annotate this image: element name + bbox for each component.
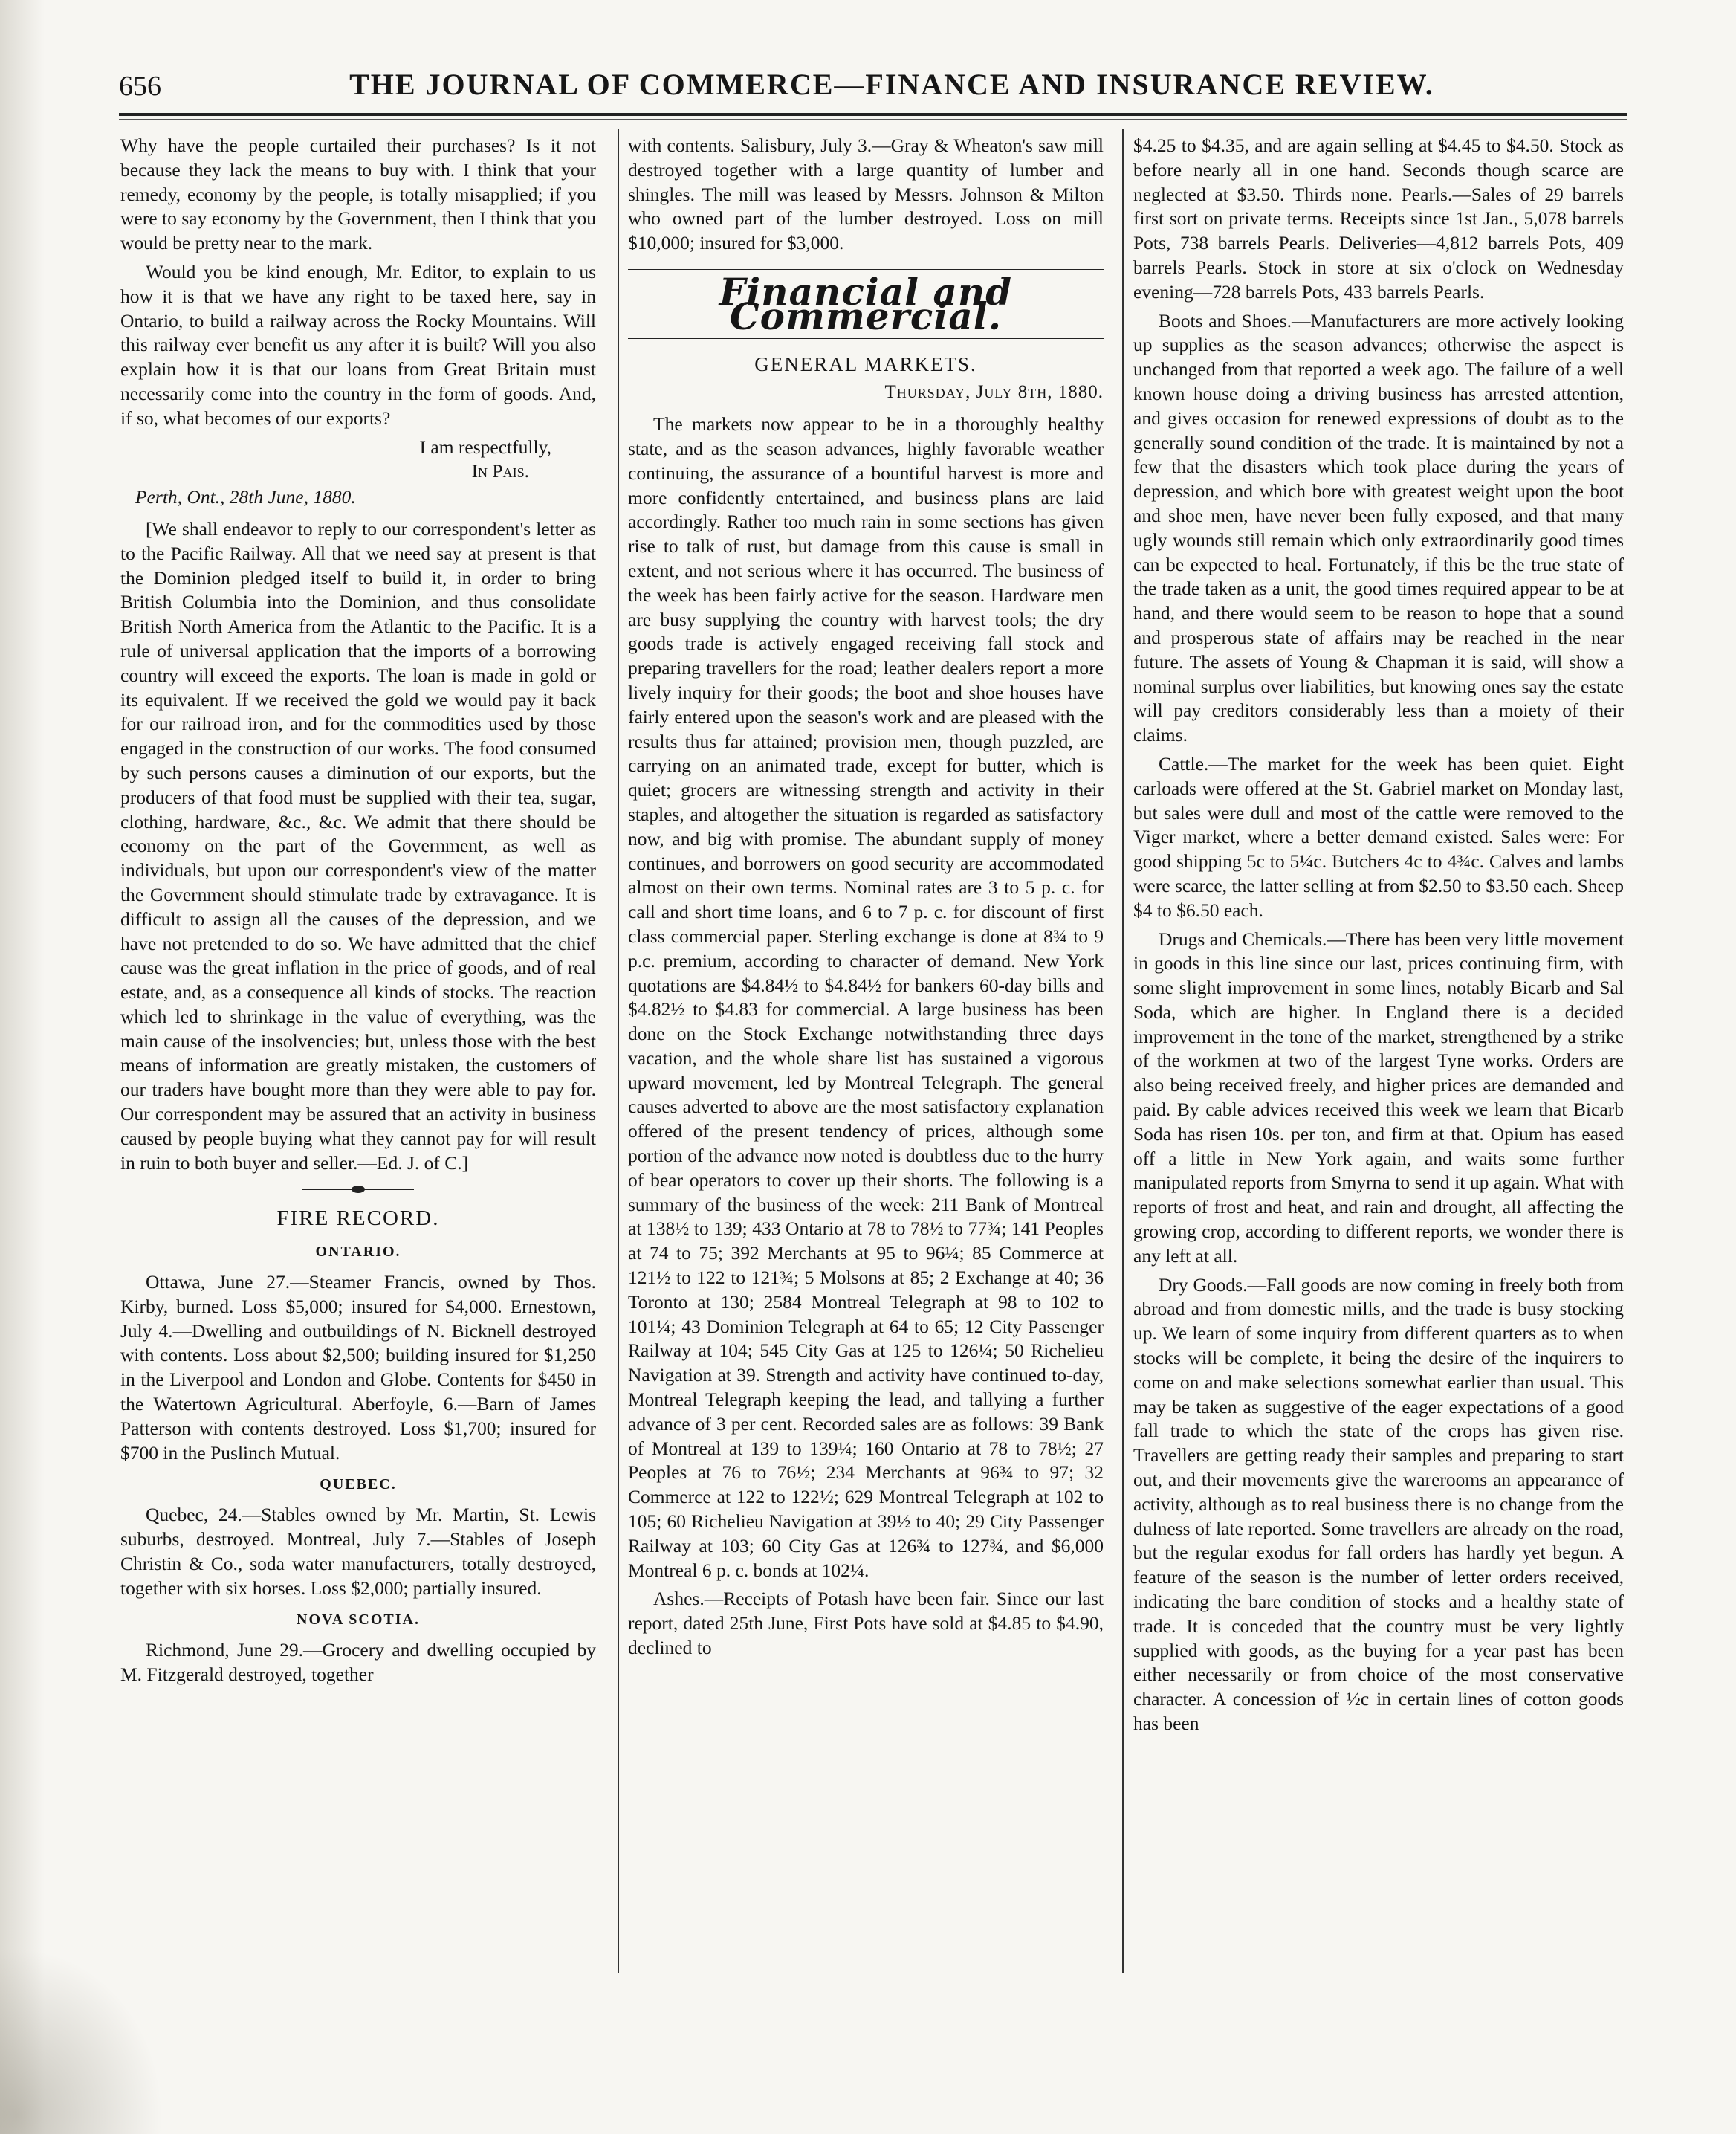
- letter-dateline: Perth, Ont., 28th June, 1880.: [135, 486, 356, 508]
- ashes-report: Ashes.—Receipts of Potash have been fair. Since our last report, dated 25th June, First Pots have sold at $4.85 to $4.90, declined to: [628, 1588, 1104, 1659]
- general-markets-heading: GENERAL MARKETS.: [754, 352, 977, 375]
- fire-entry-ontario: Ottawa, June 27.—Steamer Francis, owned by Thos. Kirby, burned. Loss $5,000; insured for $4,000. Ernestown, July 4.—Dwelling and outbuildings of N. Bicknell destroyed with contents. Loss about $2,500; building insured for $1,250 in the Liverpool and London and Globe. Contents for $450 in the Watertown Agricultural. Aberfoyle, 6.—Barn of James Patterson with contents destroyed. Loss $1,700; insured for $700 in the Puslinch Mutual.: [120, 1271, 596, 1464]
- section-divider: [302, 1189, 414, 1190]
- drugs-and-chemicals-report: Drugs and Chemicals.—There has been very little movement in goods in this line since our last, prices continuing firm, with some slight improvement in some lines, notably Bicarb and Sal Soda, which are higher. In England there is a decided improvement in the tone of the market, strengthened by a strike of the workmen at two of the largest Tyne works. Orders are also being received freely, and higher prices are demanded and paid. By cable advices received this week we learn that Bicarb Soda has risen 10s. per ton, and firm at that. Opium has eased off a little in New York again, and waits some further manipulated reports from Smyrna to send it up again. What with reports of frost and heat, and rain and drought, all affecting the growing crop, according to different reports, we wonder there is any left at all.: [1133, 928, 1624, 1267]
- letter-signature: In Pais.: [471, 460, 529, 482]
- column-3: [1133, 134, 1624, 1992]
- column-1: [120, 134, 596, 1992]
- editor-reply: [We shall endeavor to reply to our correspondent's letter as to the Pacific Railway. All that we need say at present is that the Dominion pledged itself to build it, in order to bring British Columbia into the Dominion, and thus consolidate British North America from the Atlantic to the Pacific. It is a rule of universal application that the imports of a borrowing country will exceed the exports. The loan is made in gold or its equivalent. If we received the gold we would pay it back for our railroad iron, and for the commodities used by those engaged in the construction of our works. The food consumed by such persons causes a diminution of our exports, but the producers of that food must be supplied with their tea, sugar, clothing, hardware, &c., &c. We admit that there should be economy on the part of the Government, as well as individuals, but upon our correspondent's view of the matter the Government should stimulate trade by extravagance. It is difficult to assign all the causes of the depression, and we have not pretended to do so. We have admitted that the chief cause was the great inflation in the price of goods, and of real estate, and, as a consequence all kinds of stocks. The reaction which led to shrinkage in the value of everything, was the main cause of the insolvencies; but, unless those with the best means of information are greatly mistaken, the customers of our traders have bought more than they were able to pay for. Our correspondent may be assured that an activity in business caused by people buying what they cannot pay for will result in ruin to both buyer and seller.—Ed. J. of C.]: [120, 517, 596, 1174]
- letter-paragraph: Why have the people curtailed their purchases? Is it not because they lack the means to buy with. I think that your remedy, economy by the people, is totally misapplied; if you were to say economy by the Government, then I think that you would be pretty near to the mark.: [120, 135, 596, 254]
- column-rule-1: [618, 129, 619, 1973]
- letter-closing: I am respectfully,: [419, 436, 551, 458]
- fire-entry-continuation: with contents. Salisbury, July 3.—Gray & Wheaton's saw mill destroyed together with a large quantity of lumber and shingles. The mill was leased by Messrs. Johnson & Milton who owned part of the lumber destroyed. Loss on mill $10,000; insured for $3,000.: [628, 135, 1104, 254]
- column-rule-2: [1122, 129, 1124, 1973]
- page-edge-shadow: [0, 0, 45, 2134]
- cattle-report: Cattle.—The market for the week has been quiet. Eight carloads were offered at the St. Gabriel market on Monday last, but sales were dull and most of the cattle were removed to the Viger market, where a better demand existed. Sales were: For good shipping 5c to 5¼c. Butchers 4c to 4¾c. Calves and lambs were scarce, the latter selling at from $2.50 to $3.50 each. Sheep $4 to $6.50 each.: [1133, 752, 1624, 921]
- region-heading-nova-scotia: NOVA SCOTIA.: [297, 1611, 420, 1629]
- boots-and-shoes-report: Boots and Shoes.—Manufacturers are more actively looking up supplies as the season advances; otherwise the aspect is unchanged from that reported a week ago. The failure of a well known house doing a driving business has arrested attention, and gives occasion for renewed expressions of doubt as to the generally sound condition of the trade. It is maintained by not a few that the disasters which took place during the years of depression, and which bore with greatest weight upon the boot and shoe men, have never been fully exposed, and that many ugly wounds still remain which only extraordinarily good times can be expected to heal. Fortunately, if this be the true state of the trade taken as a unit, the good times required appear to be at hand, and there would seem to be reason to hope that a sound and prosperous state of affairs may be reached in the near future. The assets of Young & Chapman it is said, will show a nominal surplus over liabilities, but knowing ones say the estate will pay creditors considerably less than a moiety of their claims.: [1133, 309, 1624, 746]
- masthead-rule-thin: [119, 119, 1628, 120]
- fire-entry-nova-scotia: Richmond, June 29.—Grocery and dwelling occupied by M. Fitzgerald destroyed, together: [120, 1639, 596, 1686]
- page-number: 656: [119, 71, 161, 102]
- masthead-title: THE JOURNAL OF COMMERCE—FINANCE AND INSURANCE REVIEW.: [349, 68, 1434, 101]
- region-heading-quebec: QUEBEC.: [320, 1476, 397, 1493]
- letter-paragraph: Would you be kind enough, Mr. Editor, to explain to us how it is that we have any right to be taxed here, say in Ontario, to build a railway across the Rocky Mountains. Will this railway ever benefit us any after it is built? Will you also explain how it is that our loans from Great Britain must necessarily come into the country in the form of goods. And, if so, what becomes of our exports?: [120, 260, 596, 429]
- fire-record-heading: FIRE RECORD.: [276, 1206, 440, 1231]
- fire-entry-quebec: Quebec, 24.—Stables owned by Mr. Martin, St. Lewis suburbs, destroyed. Montreal, July 7.—Stables of Joseph Christin & Co., soda water manufacturers, totally destroyed, together with six horses. Loss $2,000; partially insured.: [120, 1504, 596, 1599]
- region-heading-ontario: ONTARIO.: [315, 1244, 401, 1261]
- ashes-continuation: $4.25 to $4.35, and are again selling at $4.45 to $4.50. Stock as before nearly all in one hand. Seconds though scarce are neglected at $3.50. Thirds none. Pearls.—Sales of 29 barrels first sort on private terms. Receipts since 1st Jan., 5,078 barrels Pots, 738 barrels Pearls. Deliveries—4,812 barrels Pots, 409 barrels Pearls. Stock in store at six o'clock on Wednesday evening—728 barrels Pots, 433 barrels Pearls.: [1133, 135, 1624, 303]
- financial-section-title: Financial and Commercial.: [628, 268, 1104, 339]
- column-2: [628, 134, 1104, 1992]
- masthead-rule: [119, 113, 1628, 116]
- report-date: Thursday, July 8th, 1880.: [884, 382, 1104, 403]
- markets-intro: The markets now appear to be in a thoroughly healthy state, and as the season advances, highly favorable weather continuing, the assurance of a bountiful harvest is more and more confidently entertained, and business plans are laid accordingly. Rather too much rain in some sections has given rise to talk of rust, but damage from this cause is small in extent, and not serious where it has occurred. The business of the week has been fairly active for the season. Hardware men are busy supplying the country with harvest tools; the dry goods trade is actively engaged receiving fall stock and preparing travellers for the road; leather dealers report a more lively inquiry for their goods; the boot and shoe houses have fairly entered upon the season's work and are pleased with the results thus far attained; provision men, though puzzled, are carrying on an animated trade, except for butter, which is quiet; grocers are witnessing strength and activity in their staples, and altogether the situation is regarded as satisfactory now, and big with promise. The abundant supply of money continues, and borrowers on good security are accommodated almost on their own terms. Nominal rates are 3 to 5 p. c. for call and short time loans, and 6 to 7 p. c. for discount of first class commercial paper. Sterling exchange is done at 8¾ to 9 p.c. premium, according to character of demand. New York quotations are $4.84½ to $4.84½ for bankers 60-day bills and $4.82½ to $4.83 for commercial. A large business has been done on the Stock Exchange notwithstanding three days vacation, and the whole share list has sustained a vigorous upward movement, led by Montreal Telegraph. The general causes adverted to above are the most satisfactory explanation offered of the present tendency of prices, although some portion of the advance now noted is doubtless due to the hurry of bear operators to cover up their shorts. The following is a summary of the business of the week: 211 Bank of Montreal at 138½ to 139; 433 Ontario at 78 to 78½ to 77¾; 141 Peoples at 74 to 75; 392 Merchants at 95 to 96¼; 85 Commerce at 121½ to 122 to 121¾; 5 Molsons at 85; 2 Exchange at 40; 36 Toronto at 130; 2584 Montreal Telegraph at 98 to 102 to 101¼; 43 Dominion Telegraph at 64 to 65; 12 City Passenger Railway at 104; 545 City Gas at 125 to 126¼; 50 Richelieu Navigation at 39. Strength and activity have continued to-day, Montreal Telegraph keeping the lead, and tallying a further advance of 3 per cent. Recorded sales are as follows: 39 Bank of Montreal at 139 to 139¼; 160 Ontario at 78 to 78½; 27 Peoples at 76 to 76½; 234 Merchants at 96¾ to 97; 32 Commerce at 122 to 122½; 629 Montreal Telegraph at 102 to 105; 60 Richelieu Navigation at 39½ to 40; 29 City Passenger Railway at 103; 60 City Gas at 126¾ to 127¾, and $6,000 Montreal 6 p. c. bonds at 102¼.: [628, 413, 1104, 1581]
- dry-goods-report: Dry Goods.—Fall goods are now coming in freely both from abroad and from domestic mills, and the trade is busy stocking up. We learn of some inquiry from different quarters as to when stocks will be complete, it being the desire of the inquirers to come on and make selections somewhat earlier than usual. This may be taken as suggestive of the eager expectations of a good fall trade to which the state of the crops has given rise. Travellers are getting ready their samples and preparing to start out, and their movements give the warerooms an appearance of activity, although as to real business there is no change from the dulness of late reported. Some travellers are already on the road, but the regular exodus for fall orders has hardly yet begun. A feature of the season is the number of letter orders received, indicating the bare condition of stocks and a healthy state of trade. It is conceded that the country must be very lightly supplied with goods, as the buying for a year past has been either necessarily or from choice of the most conservative character. A concession of ½c in certain lines of cotton goods has been: [1133, 1273, 1624, 1734]
